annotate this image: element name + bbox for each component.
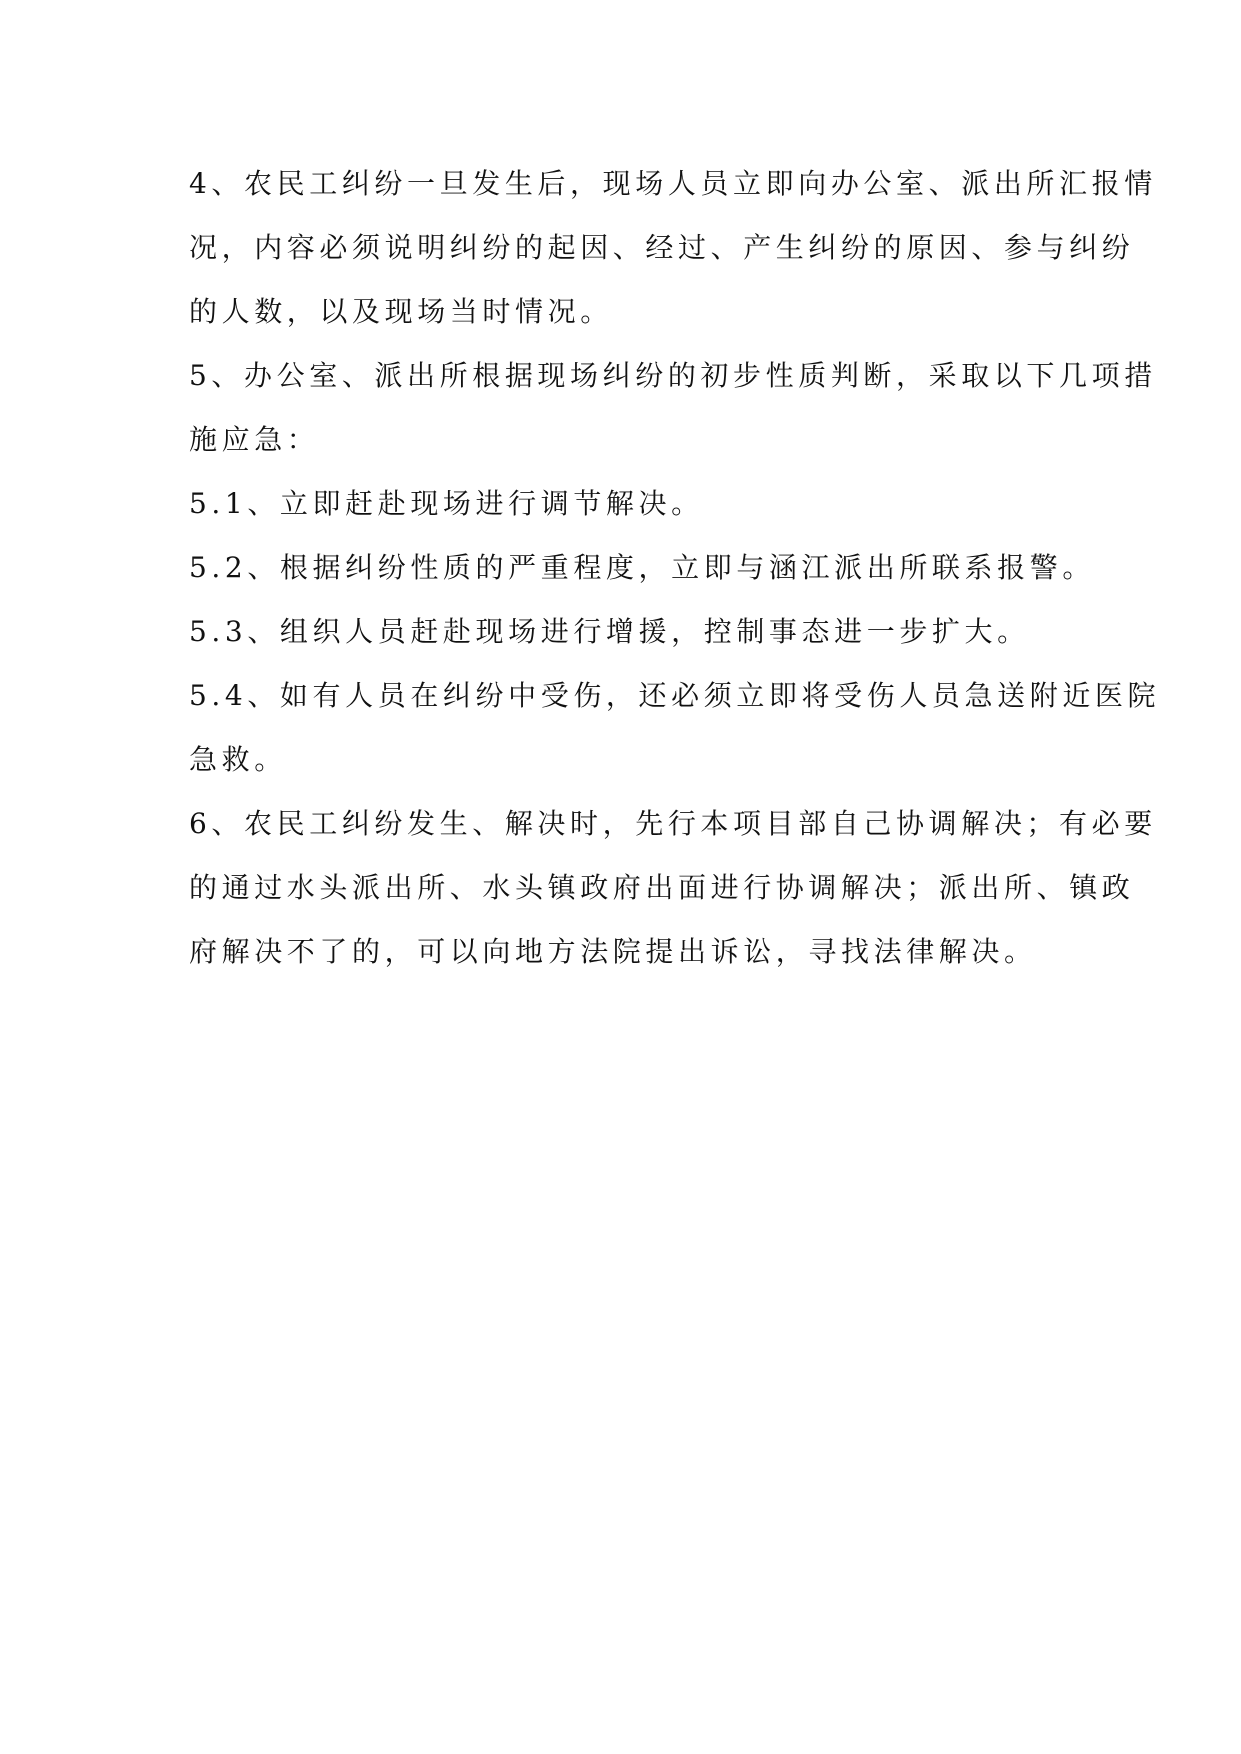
paragraph-5-2 bbox=[189, 536, 1095, 600]
paragraph-line: 施应急： bbox=[189, 423, 320, 456]
paragraph-line: 5.3、组织人员赶赴现场进行增援，控制事态进一步扩大。 bbox=[189, 615, 1030, 648]
paragraph-line: 5.2、根据纠纷性质的严重程度，立即与涵江派出所联系报警。 bbox=[189, 551, 1095, 584]
paragraph-line: 4、农民工纠纷一旦发生后，现场人员立即向办公室、派出所汇报情 bbox=[189, 167, 1157, 200]
paragraph-line: 5.1、立即赶赴现场进行调节解决。 bbox=[189, 487, 704, 520]
paragraph-5 bbox=[189, 344, 1157, 472]
paragraph-line: 5、办公室、派出所根据现场纠纷的初步性质判断，采取以下几项措 bbox=[189, 359, 1157, 392]
paragraph-6 bbox=[189, 792, 1157, 984]
paragraph-line: 6、农民工纠纷发生、解决时，先行本项目部自己协调解决；有必要 bbox=[189, 807, 1157, 840]
paragraph-4 bbox=[189, 152, 1157, 344]
paragraph-line: 的人数，以及现场当时情况。 bbox=[189, 295, 613, 328]
paragraph-line: 的通过水头派出所、水头镇政府出面进行协调解决；派出所、镇政 bbox=[189, 871, 1135, 904]
paragraph-line: 5.4、如有人员在纠纷中受伤，还必须立即将受伤人员急送附近医院 bbox=[189, 679, 1161, 712]
paragraph-line: 府解决不了的，可以向地方法院提出诉讼，寻找法律解决。 bbox=[189, 935, 1037, 968]
document-body bbox=[189, 152, 1161, 984]
paragraph-5-3 bbox=[189, 600, 1069, 664]
paragraph-line: 况，内容必须说明纠纷的起因、经过、产生纠纷的原因、参与纠纷 bbox=[189, 231, 1135, 264]
paragraph-line: 急救。 bbox=[189, 743, 287, 776]
paragraph-5-1 bbox=[189, 472, 1069, 536]
paragraph-5-4 bbox=[189, 664, 1161, 792]
